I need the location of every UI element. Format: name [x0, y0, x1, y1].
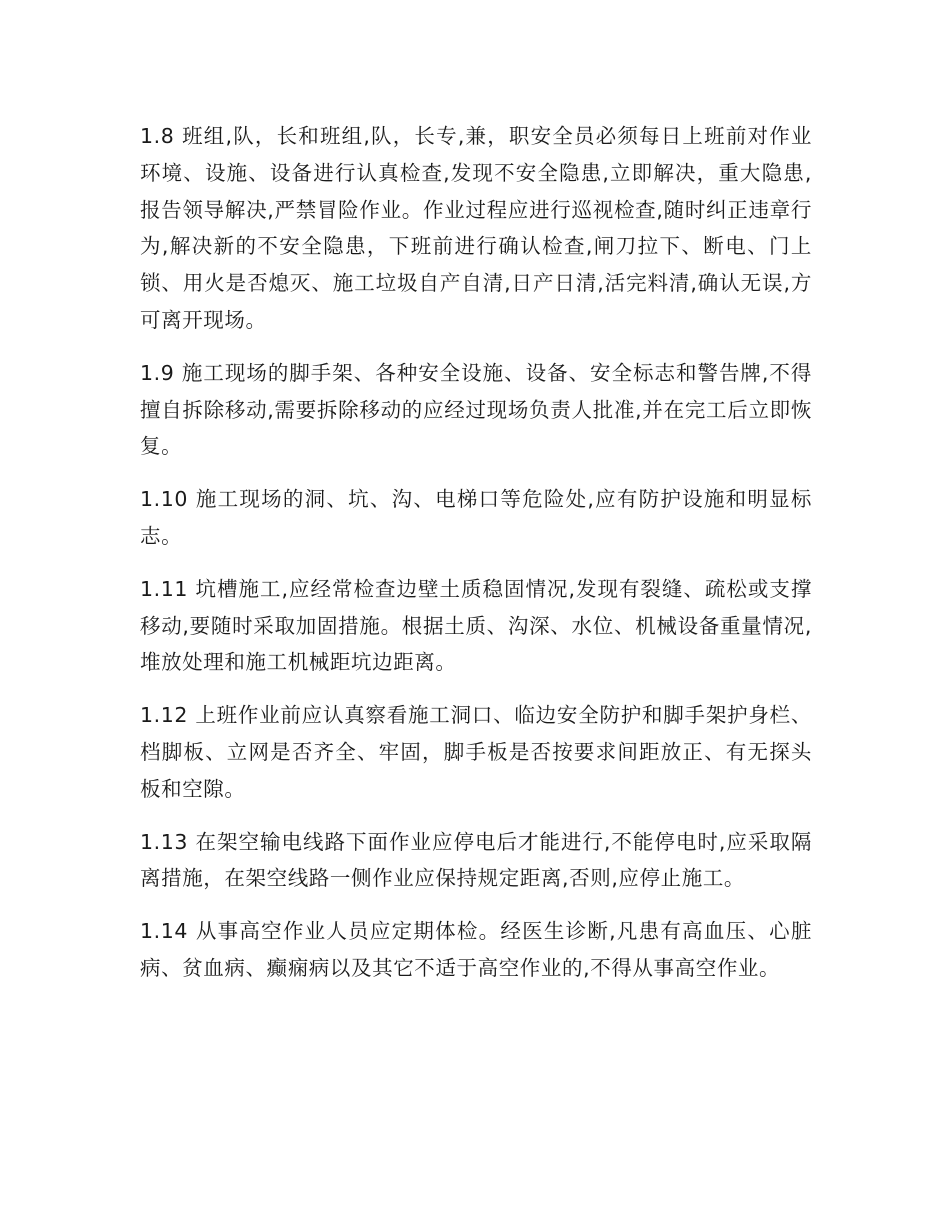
paragraph-1-12: 1.12 上班作业前应认真察看施工洞口、临边安全防护和脚手架护身栏、档脚板、立网是否齐全、牢固，脚手板是否按要求间距放正、有无探头板和空隙。 — [140, 703, 812, 801]
document-body — [140, 118, 812, 987]
paragraph-1-8: 1.8 班组,队，长和班组,队，长专,兼，职安全员必须每日上班前对作业环境、设施、设备进行认真检查,发现不安全隐患,立即解决，重大隐患,报告领导解决,严禁冒险作业。作业过程应进行巡视检查,随时纠正违章行为,解决新的不安全隐患，下班前进行确认检查,闸刀拉下、断电、门上锁、用火是否熄灭、施工垃圾自产自清,日产日清,活完料清,确认无误,方可离开现场。 — [140, 124, 812, 332]
paragraph-1-11: 1.11 坑槽施工,应经常检查边壁土质稳固情况,发现有裂缝、疏松或支撑移动,要随时采取加固措施。根据土质、沟深、水位、机械设备重量情况,堆放处理和施工机械距坑边距离。 — [140, 576, 812, 675]
paragraph-1-14: 1.14 从事高空作业人员应定期体检。经医生诊断,凡患有高血压、心脏病、贫血病、癫痫病以及其它不适于高空作业的,不得从事高空作业。 — [140, 919, 812, 980]
paragraph-1-10: 1.10 施工现场的洞、坑、沟、电梯口等危险处,应有防护设施和明显标志。 — [140, 487, 812, 548]
paragraph-1-13: 1.13 在架空输电线路下面作业应停电后才能进行,不能停电时,应采取隔离措施，在架空线路一侧作业应保持规定距离,否则,应停止施工。 — [140, 829, 812, 891]
paragraph-1-9: 1.9 施工现场的脚手架、各种安全设施、设备、安全标志和警告牌,不得擅自拆除移动,需要拆除移动的应经过现场负责人批准,并在完工后立即恢复。 — [140, 360, 812, 459]
